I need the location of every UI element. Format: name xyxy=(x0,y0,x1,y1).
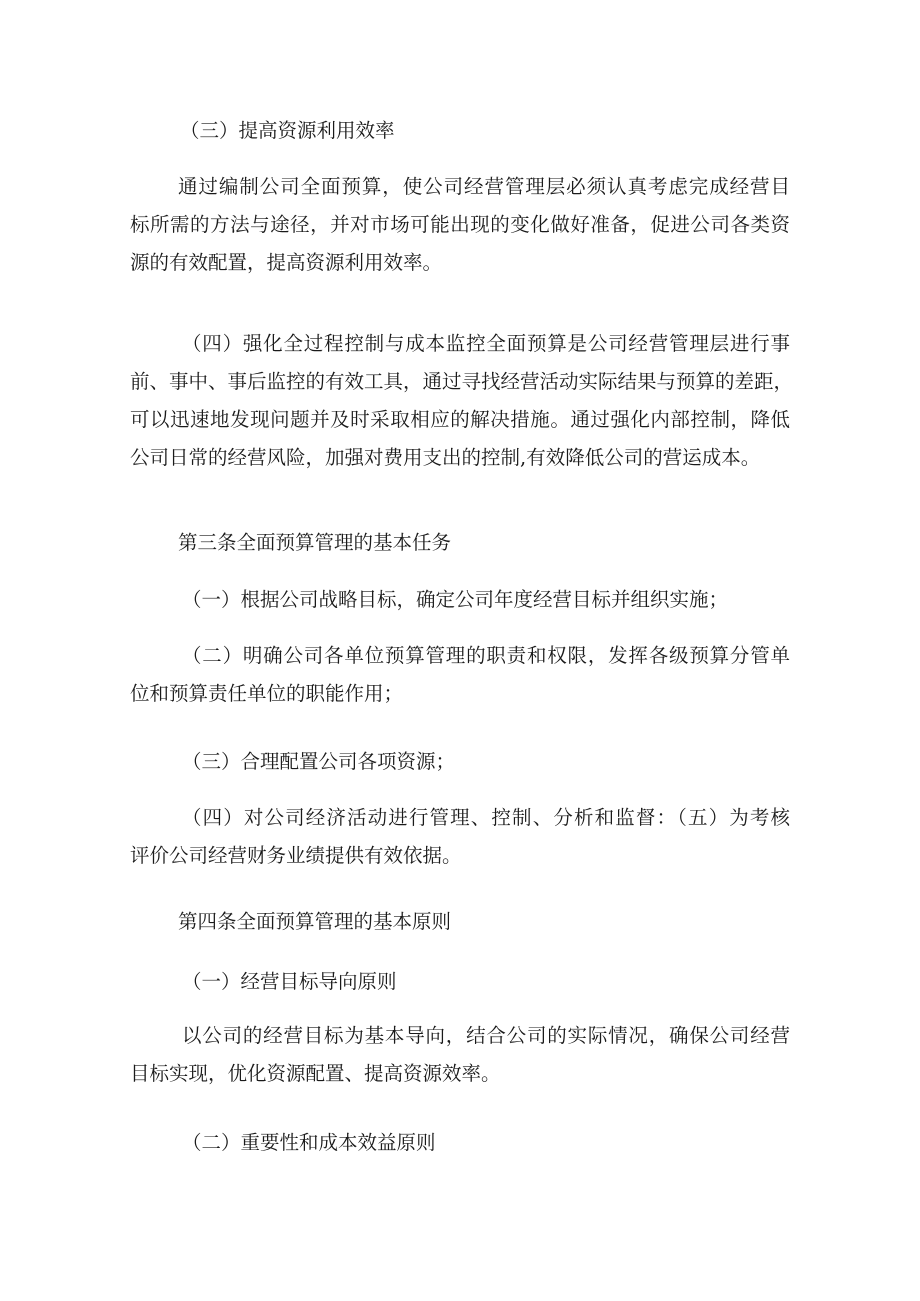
principle-one-heading: （一）经营目标导向原则 xyxy=(182,970,397,993)
article-four-heading: 第四条全面预算管理的基本原则 xyxy=(178,910,452,933)
paragraph-process-control: （四）强化全过程控制与成本监控全面预算是公司经营管理层进行事 前、事中、事后监控的有效工具，通过寻找经营活动实际结果与预算的差距， 可以迅速地发现问题并及时采取相应的解决措施。通过强化内部控制，降低 公司日常的经营风险，加强对费用支出的控制,有效降低公司的营运成本。 xyxy=(130,332,794,469)
list-item-two: （二）明确公司各单位预算管理的职责和权限，发挥各级预算分管单 位和预算责任单位的职能作用； xyxy=(130,644,790,705)
list-item-one: （一）根据公司战略目标，确定公司年度经营目标并组织实施； xyxy=(182,588,729,611)
article-three-heading: 第三条全面预算管理的基本任务 xyxy=(178,531,452,554)
principle-two-heading: （二）重要性和成本效益原则 xyxy=(182,1131,436,1154)
list-item-three: （三）合理配置公司各项资源； xyxy=(182,750,456,773)
list-item-four-five: （四）对公司经济活动进行管理、控制、分析和监督：（五）为考核 评价公司经营财务业绩提供有效依据。 xyxy=(130,806,790,867)
paragraph-goal-orientation: 以公司的经营目标为基本导向，结合公司的实际情况，确保公司经营 目标实现，优化资源配置、提高资源效率。 xyxy=(130,1024,790,1085)
section-heading-improve-resource-efficiency: （三）提高资源利用效率 xyxy=(180,119,395,142)
paragraph-budget-preparation: 通过编制公司全面预算，使公司经营管理层必须认真考虑完成经营目 标所需的方法与途径，并对市场可能出现的变化做好准备，促进公司各类资 源的有效配置，提高资源利用效率。 xyxy=(130,175,790,274)
